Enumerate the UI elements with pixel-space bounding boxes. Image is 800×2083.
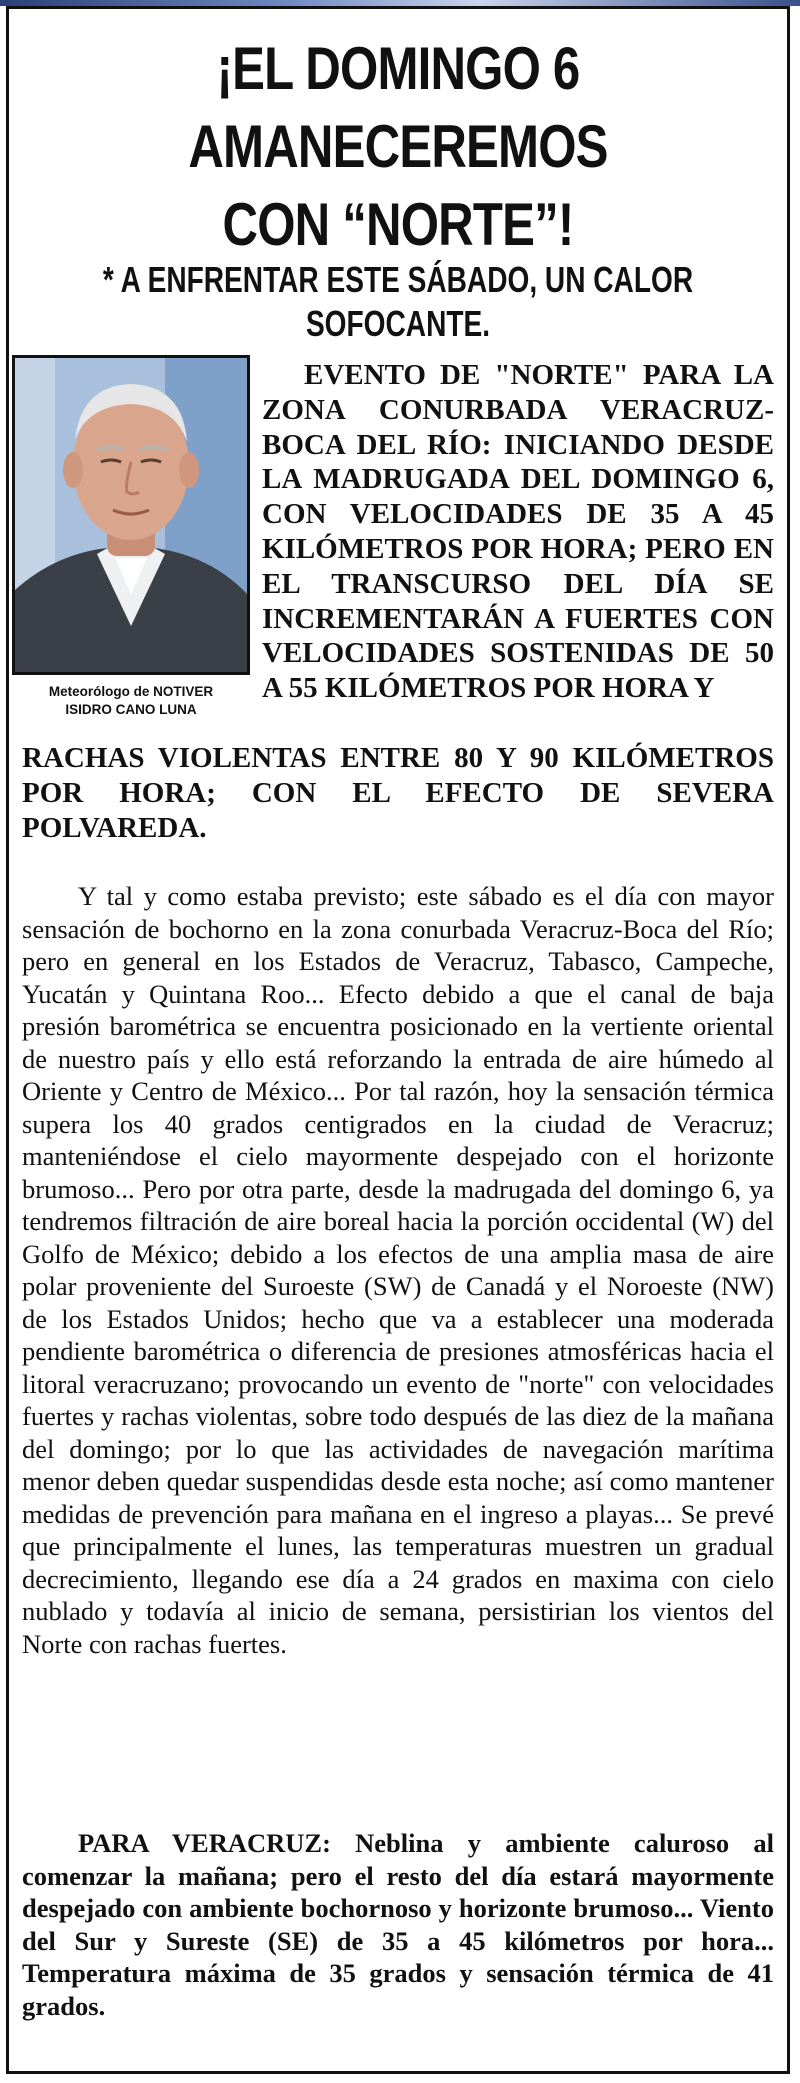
headline-line-2: CON “NORTE”! <box>222 191 574 258</box>
lead-paragraph-top: EVENTO DE "NORTE" PARA LA ZONA CONURBADA VERACRUZ-BOCA DEL RÍO: INICIANDO DESDE LA MADRUGADA DEL DOMINGO 6, CON VELOCIDADES DE 35 A 45 KILÓMETROS POR HORA; PERO EN EL TRANSCURSO DEL DÍA SE INCREMENTARÁN A FUERTES CON VELOCIDADES SOSTENIDAS DE 50 A 55 KILÓMETROS POR HORA Y <box>262 359 774 705</box>
headline <box>78 30 718 264</box>
meteorologist-photo <box>12 355 250 675</box>
portrait-illustration <box>15 358 247 672</box>
caption-line-1: Meteorólogo de NOTIVER <box>48 684 214 699</box>
headline-line-1: ¡EL DOMINGO 6 AMANECEREMOS <box>188 35 608 180</box>
forecast-paragraph: PARA VERACRUZ: Neblina y ambiente caluroso al comenzar la mañana; pero el resto del día estará mayormente despejado con ambiente bochornoso y horizonte brumoso... Viento del Sur y Sureste (SE) de 35 a 45 kilómetros por hora... Temperatura máxima de 35 grados y sensación térmica de 41 grados. <box>22 1828 774 2021</box>
caption-line-2: ISIDRO CANO LUNA <box>65 702 197 717</box>
subheadline: * A ENFRENTAR ESTE SÁBADO, UN CALOR SOFOCANTE. <box>102 259 694 344</box>
photo-caption <box>12 683 250 719</box>
lead-paragraph-bottom: RACHAS VIOLENTAS ENTRE 80 Y 90 KILÓMETROS POR HORA; CON EL EFECTO DE SEVERA POLVAREDA. <box>22 742 774 844</box>
body-paragraph: Y tal y como estaba previsto; este sábado es el día con mayor sensación de bochorno en la zona conurbada Veracruz-Boca del Río; pero en general en los Estados de Veracruz, Tabasco, Campeche, Yucatán y Quintana Roo... Efecto debido a que el canal de baja presión barométrica se encuentra posicionado en la vertiente oriental de nuestro país y ello está reforzando la entrada de aire húmedo al Oriente y Centro de México... Por tal razón, hoy la sensación térmica supera los 40 grados centigrados en la ciudad de Veracruz; manteniéndose el cielo mayormente despejado con el horizonte brumoso... Pero por otra parte, desde la madrugada del domingo 6, ya tendremos filtración de aire boreal hacia la porción occidental (W) del Golfo de México; debido a los efectos de una amplia masa de aire polar proveniente del Suroeste (SW) de Canadá y el Noroeste (NW) de los Estados Unidos; hecho que va a establecer una moderada pendiente barométrica o diferencia de presiones atmosféricas hacia el litoral veracruzano; provocando un evento de "norte" con velocidades fuertes y rachas violentas, sobre todo después de las diez de la mañana del domingo; por lo que las actividades de navegación marítima menor deben quedar suspendidas desde esta noche; así como mantener medidas de prevención para mañana en el ingreso a playas... Se prevé que principalmente el lunes, las temperaturas muestren un gradual decrecimiento, llegando ese día a 24 grados en maxima con cielo nublado y todavía al inicio de semana, persistirian los vientos del Norte con rachas fuertes. <box>22 881 774 1659</box>
